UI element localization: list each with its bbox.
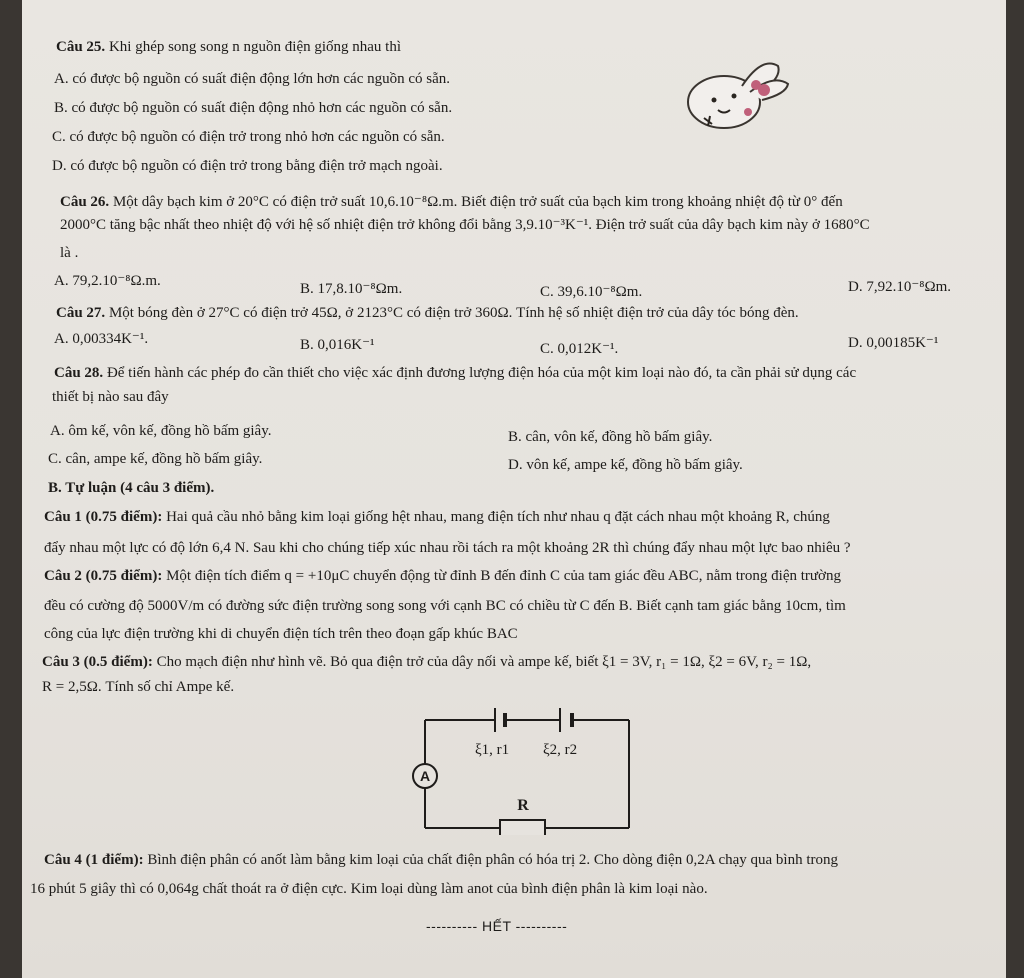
essay4-line2: 16 phút 5 giây thì có 0,064g chất thoát ra ở điện cực. Kim loại dùng làm anot của bình điện phân là kim loại nào. xyxy=(30,881,708,897)
q26-title: Câu 26. xyxy=(60,194,110,210)
q28-option-d: D. vôn kế, ampe kế, đồng hồ bấm giây. xyxy=(508,457,743,473)
q28-option-b: B. cân, vôn kế, đồng hồ bấm giây. xyxy=(508,429,713,445)
essay2-line1: Câu 2 (0.75 điểm): Một điện tích điểm q = +10μC chuyển động từ đỉnh B đến đỉnh C của tam giác đều ABC, nằm trong điện trường xyxy=(44,568,841,584)
q27-option-b: B. 0,016K⁻¹ xyxy=(300,337,375,353)
essay1-line1: Câu 1 (0.75 điểm): Hai quả cầu nhỏ bằng kim loại giống hệt nhau, mang điện tích như nhau q đặt cách nhau một khoảng R, chúng xyxy=(44,509,830,525)
circuit-diagram xyxy=(405,700,645,835)
q26-option-b: B. 17,8.10⁻⁸Ωm. xyxy=(300,281,403,297)
q26-stem-line3: là . xyxy=(60,245,79,261)
battery-1-icon xyxy=(495,708,505,732)
essay4-title: Câu 4 (1 điểm): xyxy=(44,852,144,868)
q26-stem-line1: Câu 26. Một dây bạch kim ở 20°C có điện trở suất 10,6.10⁻⁸Ω.m. Biết điện trở suất của bạch kim trong khoảng nhiệt độ từ 0° đến xyxy=(60,194,843,210)
rabbit-doodle-icon xyxy=(678,52,798,137)
q25-option-b: B. có được bộ nguồn có suất điện động nhỏ hơn các nguồn có sẵn. xyxy=(54,100,453,116)
essay2-title: Câu 2 (0.75 điểm): xyxy=(44,568,163,584)
essay2-line2: đều có cường độ 5000V/m có đường sức điện trường song song với cạnh BC có chiều từ C đến B. Biết cạnh tam giác bằng 10cm, tìm xyxy=(44,598,846,614)
essay1-title: Câu 1 (0.75 điểm): xyxy=(44,509,163,525)
q25-option-d: D. có được bộ nguồn có điện trở trong bằng điện trở mạch ngoài. xyxy=(52,158,443,174)
resistor-icon xyxy=(500,820,545,835)
q27-title: Câu 27. xyxy=(56,305,106,321)
source-1-label: ξ1, r1 xyxy=(475,742,510,758)
q27-stem: Câu 27. Một bóng đèn ở 27°C có điện trở 45Ω, ở 2123°C có điện trở 360Ω. Tính hệ số nhiệt điện trở của dây tóc bóng đèn. xyxy=(56,305,799,321)
q26-option-d: D. 7,92.10⁻⁸Ωm. xyxy=(848,279,952,295)
q28-stem-line2: thiết bị nào sau đây xyxy=(52,389,169,405)
q25-title: Câu 25. xyxy=(56,39,106,55)
q28-title: Câu 28. xyxy=(54,365,104,381)
essay4-line1: Câu 4 (1 điểm): Bình điện phân có anốt làm bằng kim loại của chất điện phân có hóa trị 2. Cho dòng điện 0,2A chạy qua bình trong xyxy=(44,852,839,868)
q26-option-c: C. 39,6.10⁻⁸Ωm. xyxy=(540,284,643,300)
essay3-title: Câu 3 (0.5 điểm): xyxy=(42,654,153,670)
end-mark: ---------- HẾT ---------- xyxy=(426,918,568,934)
essay2-line3: công của lực điện trường khi di chuyển điện tích trên theo đoạn gấp khúc BAC xyxy=(44,626,518,642)
q28-option-a: A. ôm kế, vôn kế, đồng hồ bấm giây. xyxy=(50,423,272,439)
q25-stem: Câu 25. Khi ghép song song n nguồn điện giống nhau thì xyxy=(56,39,402,55)
essay3-line2: R = 2,5Ω. Tính số chỉ Ampe kế. xyxy=(42,679,235,695)
section-b-heading: B. Tự luận (4 câu 3 điểm). xyxy=(48,480,215,496)
q27-option-d: D. 0,00185K⁻¹ xyxy=(848,335,939,351)
essay1-line2: đẩy nhau một lực có độ lớn 6,4 N. Sau khi cho chúng tiếp xúc nhau rồi tách ra một khoảng 2R thì chúng đẩy nhau một lực bao nhiêu ? xyxy=(44,540,851,556)
battery-2-icon xyxy=(560,708,572,732)
q27-option-a: A. 0,00334K⁻¹. xyxy=(54,331,149,347)
q25-option-a: A. có được bộ nguồn có suất điện động lớn hơn các nguồn có sẵn. xyxy=(54,71,451,87)
source-2-label: ξ2, r2 xyxy=(543,742,578,758)
q28-option-c: C. cân, ampe kế, đồng hồ bấm giây. xyxy=(48,451,263,467)
q26-option-a: A. 79,2.10⁻⁸Ω.m. xyxy=(54,273,161,289)
resistor-label: R xyxy=(517,797,529,814)
q28-stem-line1: Câu 28. Để tiến hành các phép đo cần thiết cho việc xác định đương lượng điện hóa của một kim loại nào đó, ta cần phải sử dụng các xyxy=(54,365,857,381)
q25-option-c: C. có được bộ nguồn có điện trở trong nhỏ hơn các nguồn có sẵn. xyxy=(52,129,445,145)
q27-option-c: C. 0,012K⁻¹. xyxy=(540,341,619,357)
q26-stem-line2: 2000°C tăng bậc nhất theo nhiệt độ với hệ số nhiệt điện trở không đổi bằng 3,9.10⁻³K⁻¹. Điện trở suất của dây bạch kim này ở 1680°C xyxy=(60,217,870,233)
essay3-line1: Câu 3 (0.5 điểm): Cho mạch điện như hình vẽ. Bỏ qua điện trở của dây nối và ampe kế, biết ξ1 = 3V, r₁ = 1Ω, ξ2 = 6V, r₂ = 1Ω, xyxy=(42,654,812,670)
ammeter-label: A xyxy=(419,768,431,784)
